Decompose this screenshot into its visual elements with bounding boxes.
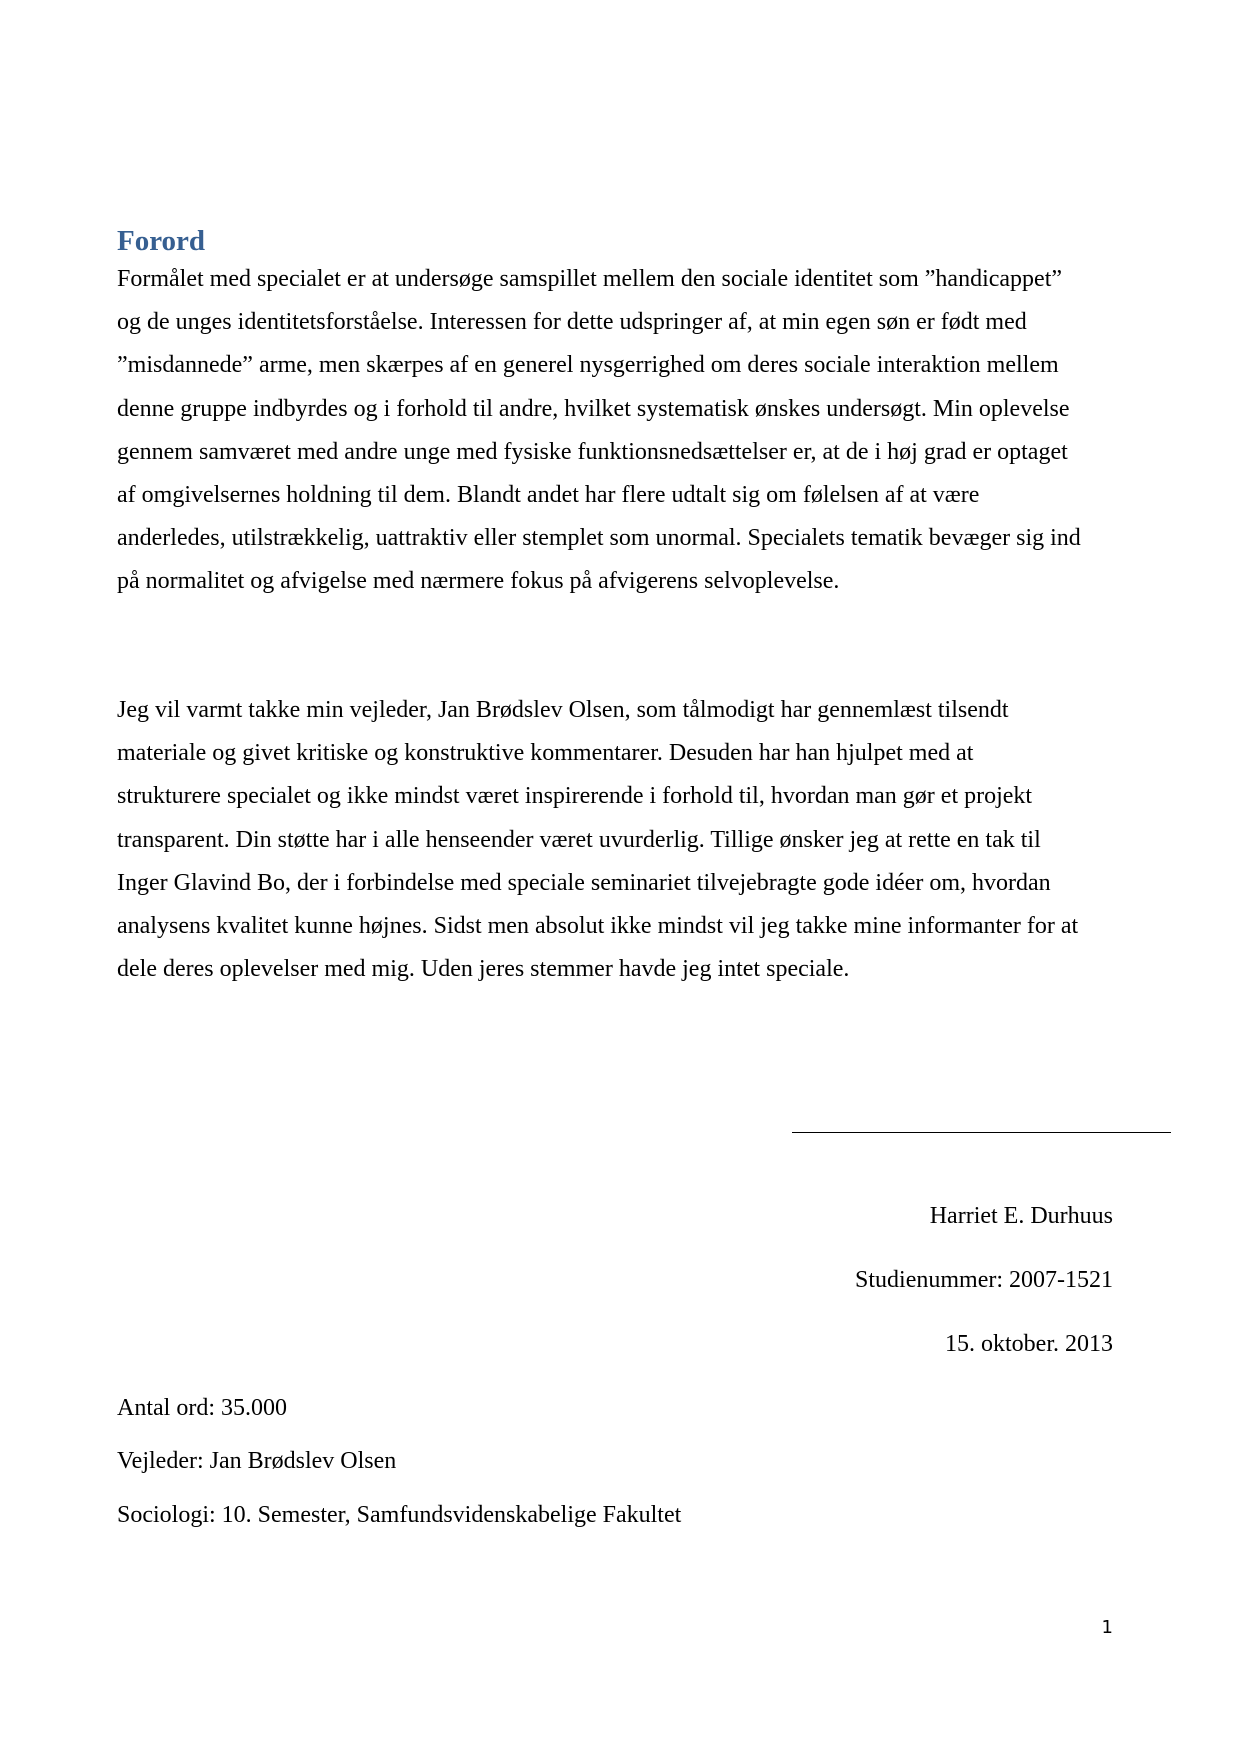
date: 15. oktober. 2013 — [945, 1331, 1113, 1357]
paragraph-line: transparent. Din støtte har i alle henseender været uvurderlig. Tillige ønsker jeg at rette en tak til — [117, 826, 1041, 853]
paragraph-line: materiale og givet kritiske og konstruktive kommentarer. Desuden har han hjulpet med at — [117, 740, 974, 767]
signature-line — [792, 1132, 1171, 1133]
paragraph-line: Jeg vil varmt takke min vejleder, Jan Brødslev Olsen, som tålmodigt har gennemlæst tilsendt — [117, 697, 1009, 723]
paragraph-line: analysens kvalitet kunne højnes. Sidst men absolut ikke mindst vil jeg takke mine informanter for at — [117, 913, 1079, 940]
supervisor: Vejleder: Jan Brødslev Olsen — [117, 1448, 397, 1474]
student-number: Studienummer: 2007-1521 — [855, 1267, 1113, 1293]
paragraph-line: på normalitet og afvigelse med nærmere fokus på afvigerens selvoplevelse. — [117, 568, 840, 595]
paragraph-line: strukturere specialet og ikke mindst været inspirerende i forhold til, hvordan man gør et projekt — [117, 783, 1033, 810]
paragraph-line: dele deres oplevelser med mig. Uden jeres stemmer havde jeg intet speciale. — [117, 956, 850, 983]
paragraph-line: ”misdannede” arme, men skærpes af en generel nysgerrighed om deres sociale interaktion mellem — [117, 352, 1059, 379]
page-number: 1 — [1101, 1617, 1113, 1638]
study-program: Sociologi: 10. Semester, Samfundsvidenskabelige Fakultet — [117, 1502, 682, 1528]
paragraph-line: gennem samværet med andre unge med fysiske funktionsnedsættelser er, at de i høj grad er optaget — [117, 438, 1068, 465]
paragraph-line: Formålet med specialet er at undersøge samspillet mellem den sociale identitet som ”handicappet” — [117, 266, 1063, 292]
paragraph-line: anderledes, utilstrækkelig, uattraktiv eller stemplet som unormal. Specialets tematik bevæger sig ind — [117, 525, 1081, 552]
author-name: Harriet E. Durhuus — [929, 1203, 1113, 1229]
paragraph-line: af omgivelsernes holdning til dem. Blandt andet har flere udtalt sig om følelsen af at være — [117, 482, 980, 509]
acknowledgement-paragraph — [117, 689, 1122, 991]
paragraph-line: og de unges identitetsforståelse. Interessen for dette udspringer af, at min egen søn er født med — [117, 309, 1027, 336]
paragraph-line: denne gruppe indbyrdes og i forhold til andre, hvilket systematisk ønskes undersøgt. Min oplevelse — [117, 395, 1070, 422]
page-title: Forord — [117, 225, 206, 257]
word-count: Antal ord: 35.000 — [117, 1395, 287, 1421]
paragraph-line: Inger Glavind Bo, der i forbindelse med speciale seminariet tilvejebragte gode idéer om, hvordan — [117, 869, 1051, 896]
preface-paragraph — [117, 258, 1122, 604]
